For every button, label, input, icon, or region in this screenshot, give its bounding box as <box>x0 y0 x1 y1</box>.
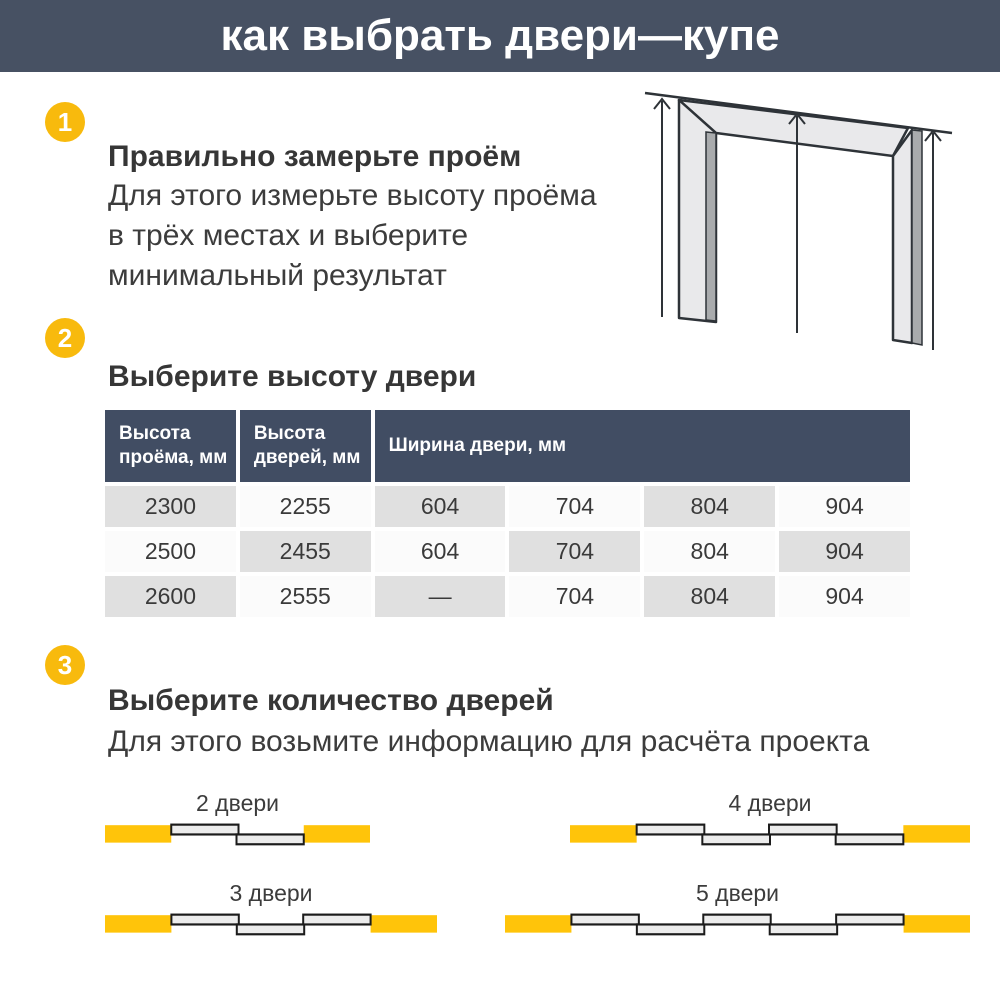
step-1-description <box>108 176 597 296</box>
step-3-badge: 3 <box>45 645 85 685</box>
diagram-4-doors <box>570 790 970 847</box>
diagram-3-doors <box>105 880 437 937</box>
table-cell: 2600 <box>105 576 236 617</box>
table-cell: 2255 <box>240 486 371 527</box>
measure-arrow-center <box>789 114 805 333</box>
wall-segment <box>570 825 637 842</box>
step-1-badge: 1 <box>45 102 85 142</box>
door-panel <box>836 915 903 925</box>
door-panel <box>303 915 370 925</box>
table-cell: 2300 <box>105 486 236 527</box>
doors-diagram-svg <box>570 823 970 847</box>
table-cell: 604 <box>375 531 506 572</box>
table-cell: — <box>375 576 506 617</box>
table-cell: 904 <box>779 486 910 527</box>
wall-segment <box>105 915 171 932</box>
door-panel <box>171 825 238 835</box>
table-cell: 704 <box>509 486 640 527</box>
door-panel <box>171 915 238 925</box>
frame-left-jamb-shade <box>706 132 716 321</box>
table-cell: 704 <box>509 576 640 617</box>
step-1-line-1: Для этого измерьте высоту проёма <box>108 179 597 212</box>
frame-right-jamb-shade <box>912 130 922 345</box>
step-2-badge: 2 <box>45 318 85 358</box>
table-cell: 804 <box>644 531 775 572</box>
diagram-label: 5 двери <box>696 880 779 906</box>
header-bar <box>0 0 1000 72</box>
step-1-line-3: минимальный результат <box>108 259 447 292</box>
door-size-table <box>105 410 910 617</box>
table-cell: 2500 <box>105 531 236 572</box>
door-panel <box>702 834 770 844</box>
table-cell: 2555 <box>240 576 371 617</box>
door-panel <box>237 924 304 934</box>
door-panel <box>571 915 638 925</box>
wall-segment <box>505 915 571 932</box>
table-cell: 804 <box>644 576 775 617</box>
wall-segment <box>903 825 970 842</box>
door-panel <box>770 924 837 934</box>
page-title: как выбрать двери—купе <box>220 11 780 60</box>
frame-right-jamb <box>893 130 912 343</box>
table-header-door-width: Ширина двери, мм <box>375 410 910 482</box>
wall-segment <box>105 825 171 842</box>
table-cell: 904 <box>779 576 910 617</box>
door-panel <box>637 924 704 934</box>
wall-segment <box>304 825 370 842</box>
doorway-measurement-illustration <box>620 80 1000 360</box>
step-3-title: Выберите количество дверей <box>108 684 554 717</box>
measure-arrow-right <box>925 131 941 350</box>
step-3-description <box>108 722 869 762</box>
wall-segment <box>371 915 437 932</box>
diagram-2-doors <box>105 790 370 847</box>
doors-diagram-svg <box>105 823 370 847</box>
table-cell: 804 <box>644 486 775 527</box>
table-header-opening-height: Высота проёма, мм <box>105 410 236 482</box>
diagram-label: 3 двери <box>229 880 313 906</box>
table-cell: 904 <box>779 531 910 572</box>
step-2-title: Выберите высоту двери <box>108 360 477 393</box>
door-panel <box>237 834 304 844</box>
diagram-label: 4 двери <box>728 790 812 816</box>
doors-diagram-svg <box>105 913 437 937</box>
table-header-door-height: Высота дверей, мм <box>240 410 371 482</box>
diagram-label: 2 двери <box>196 790 279 816</box>
step-3-line-1: Для этого возьмите информацию для расчёта проекта <box>108 725 870 758</box>
doors-diagram-svg <box>505 913 970 937</box>
measure-arrow-left <box>654 99 670 317</box>
table-cell: 2455 <box>240 531 371 572</box>
diagram-5-doors <box>505 880 970 937</box>
door-panel <box>637 825 705 835</box>
door-panel <box>836 834 904 844</box>
door-panel <box>769 825 837 835</box>
wall-segment <box>904 915 970 932</box>
table-cell: 704 <box>509 531 640 572</box>
step-1-title: Правильно замерьте проём <box>108 140 522 173</box>
step-1-line-2: в трёх местах и выберите <box>108 219 469 252</box>
door-panel <box>703 915 770 925</box>
table-cell: 604 <box>375 486 506 527</box>
